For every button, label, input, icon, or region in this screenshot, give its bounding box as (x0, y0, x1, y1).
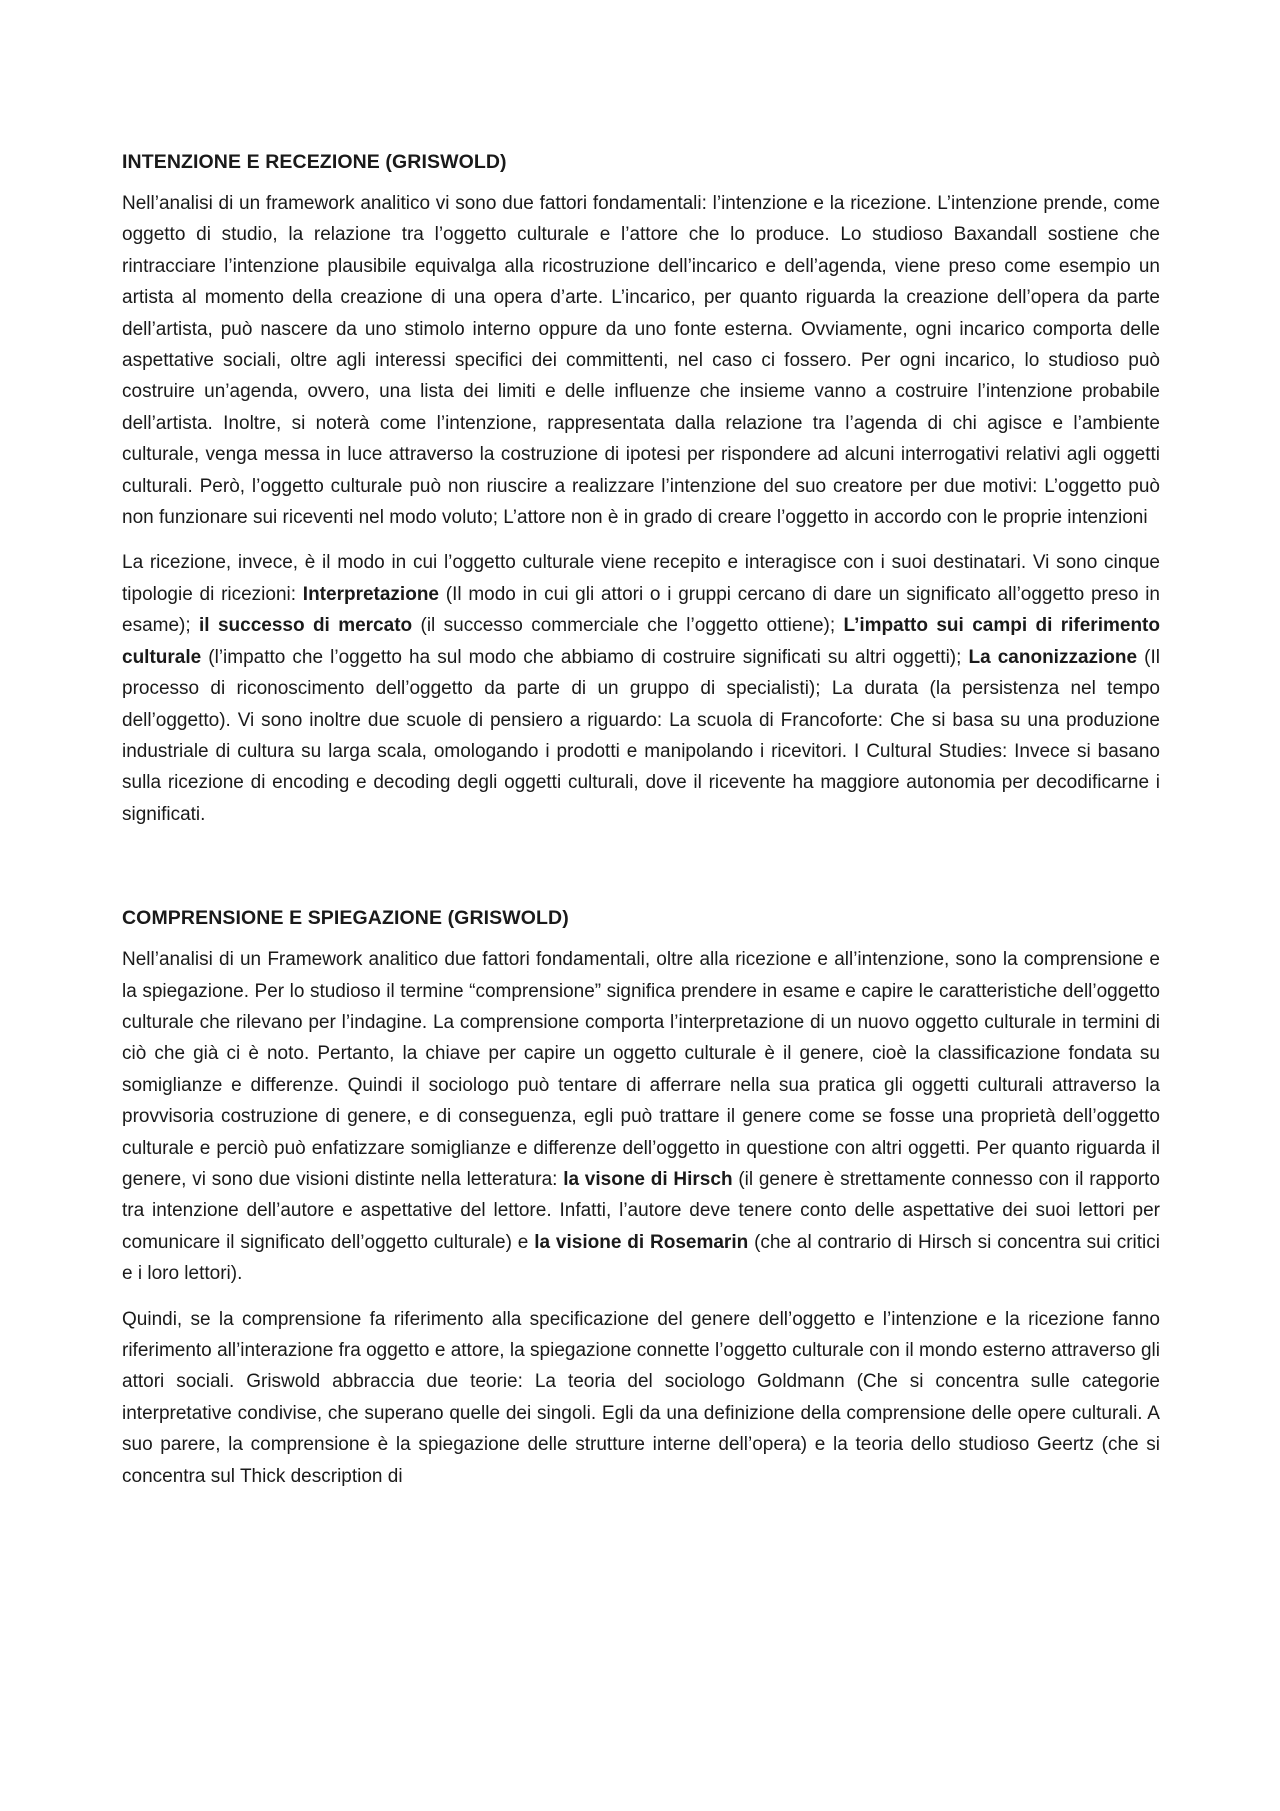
paragraph-intenzione: Nell’analisi di un framework analitico vi sono due fattori fondamentali: l’intenzione e la ricezione. L’intenzione prende, come oggetto di studio, la relazione tra l’oggetto culturale e l’attore che lo produce. Lo studioso Baxandall sostiene che rintracciare l’intenzione plausibile equivalga alla ricostruzione dell’incarico e dell’agenda, viene preso come esempio un artista al momento della creazione di una opera d’arte. L’incarico, per quanto riguarda la creazione dell’opera da parte dell’artista, può nascere da uno stimolo interno oppure da uno fonte esterna. Ovviamente, ogni incarico comporta delle aspettative sociali, oltre agli interessi specifici dei committenti, nel caso ci fossero. Per ogni incarico, lo studioso può costruire un’agenda, ovvero, una lista dei limiti e delle influenze che insieme vanno a costruire l’intenzione probabile dell’artista. Inoltre, si noterà come l’intenzione, rappresentata dalla relazione tra l’agenda di chi agisce e l’ambiente culturale, venga messa in luce attraverso la costruzione di ipotesi per rispondere ad alcuni interrogativi relativi agli oggetti culturali. Però, l’oggetto culturale può non riuscire a realizzare l’intenzione del suo creatore per due motivi: L’oggetto può non funzionare sui riceventi nel modo voluto; L’attore non è in grado di creare l’oggetto in accordo con le proprie intenzioni (122, 193, 1160, 529)
section-heading-comprensione: COMPRENSIONE E SPIEGAZIONE (GRISWOLD) (122, 907, 569, 930)
bold-term-interpretazione: Interpretazione (302, 583, 439, 605)
bold-term-successo-mercato: il successo di mercato (199, 615, 413, 637)
text-run: (Il processo di riconoscimento dell’oggetto da parte di un gruppo di specialisti); La durata (la persistenza nel tempo dell’oggetto). Vi sono inoltre due scuole di pensiero a riguardo: La scuola di Francoforte: Che si basa su una produzione industriale di cultura su larga scala, omologando i prodotti e manipolando i ricevitori. I Cultural Studies: Invece si basano sulla ricezione di encoding e decoding degli oggetti culturali, dove il ricevente ha maggiore autonomia per decodificarne i significati. (122, 646, 1160, 825)
paragraph-ricezione (122, 547, 1160, 830)
bold-term-hirsch: la visone di Hirsch (563, 1168, 733, 1190)
text-run: Nell’analisi di un Framework analitico due fattori fondamentali, oltre alla ricezione e all’intenzione, sono la comprensione e la spiegazione. Per lo studioso il termine “comprensione” significa prendere in esame e capire le caratteristiche dell’oggetto culturale che rilevano per l’indagine. La comprensione comporta l’interpretazione di un nuovo oggetto culturale in termini di ciò che già ci è noto. Pertanto, la chiave per capire un oggetto culturale è il genere, cioè la classificazione fondata su somiglianze e differenze. Quindi il sociologo può tentare di afferrare nella sua pratica gli oggetti culturali attraverso la provvisoria costruzione di genere, e di conseguenza, egli può trattare il genere come se fosse una proprietà dell’oggetto culturale e perciò può enfatizzare somiglianze e differenze dell’oggetto in questione con altri oggetti. Per quanto riguarda il genere, vi sono due visioni distinte nella letteratura: (122, 949, 1160, 1190)
paragraph-comprensione (122, 944, 1160, 1289)
paragraph-spiegazione: Quindi, se la comprensione fa riferimento alla specificazione del genere dell’oggetto e l’intenzione e la ricezione fanno riferimento all’interazione fra oggetto e attore, la spiegazione connette l’oggetto culturale con il mondo esterno attraverso gli attori sociali. Griswold abbraccia due teorie: La teoria del sociologo Goldmann (Che si concentra sulle categorie interpretative condivise, che superano quelle dei singoli. Egli da una definizione della comprensione delle opere culturali. A suo parere, la comprensione è la spiegazione delle strutture interne dell’opera) e la teoria dello studioso Geertz (che si concentra sul Thick description di (122, 1308, 1160, 1487)
bold-term-impatto: L’impatto sui campi di riferimento culturale (122, 615, 1160, 668)
text-run: (il genere è strettamente connesso con il rapporto tra intenzione dell’autore e aspettative del lettore. Infatti, l’autore deve tenere conto delle aspettative dei suoi lettori per comunicare il significato dell’oggetto culturale) e (122, 1168, 1160, 1253)
text-run: (il successo commerciale che l’oggetto ottiene); (412, 615, 844, 637)
text-run: (l’impatto che l’oggetto ha sul modo che abbiamo di costruire significati su altri oggetti); (201, 646, 969, 668)
text-run: (che al contrario di Hirsch si concentra sui critici e i loro lettori). (122, 1231, 1160, 1285)
text-run: La ricezione, invece, è il modo in cui l’oggetto culturale viene recepito e interagisce con i suoi destinatari. Vi sono cinque tipologie di ricezioni: (122, 552, 1160, 605)
text-run: (Il modo in cui gli attori o i gruppi cercano di dare un significato all’oggetto preso in esame); (122, 583, 1161, 637)
section-spacer (122, 844, 1160, 906)
bold-term-rosemarin: la visione di Rosemarin (534, 1231, 749, 1253)
bold-term-canonizzazione: La canonizzazione (968, 646, 1138, 668)
document-page (122, 150, 1160, 1506)
section-heading-intenzione: INTENZIONE E RECEZIONE (GRISWOLD) (122, 151, 507, 173)
